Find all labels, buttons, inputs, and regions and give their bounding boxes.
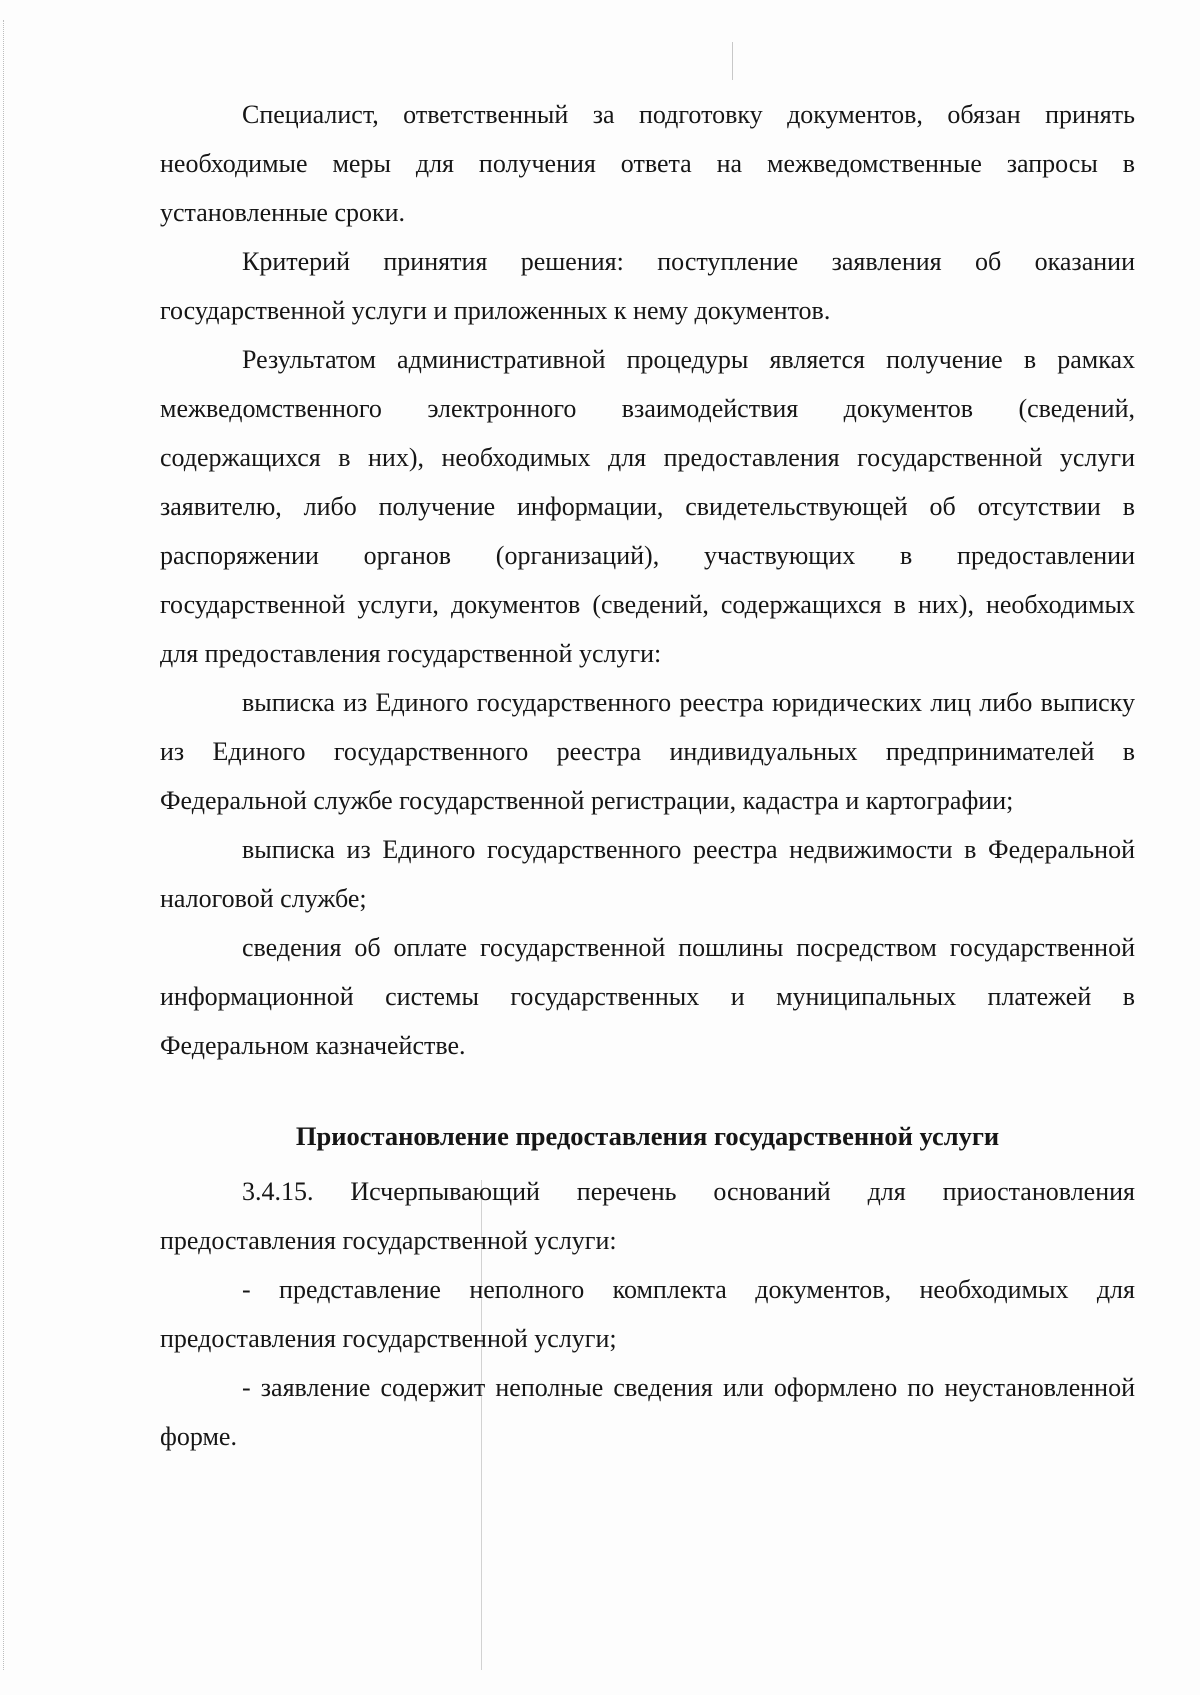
paragraph-result: Результатом административной процедуры является получение в рамках межведомственного электронного взаимодействия документов (сведений, содержащихся в них), необходимых для предоставления государственной услуги заявителю, либо получение информации, свидетельствующей об отсутствии в распоряжении органов (организаций), участвующих в предоставлении государственной услуги, документов (сведений, содержащихся в них), необходимых для предоставления государственной услуги: (160, 345, 1135, 668)
scan-artifact-line (732, 42, 733, 80)
document-body (160, 90, 1135, 1461)
paragraph-specialist: Специалист, ответственный за подготовку документов, обязан принять необходимые меры для получения ответа на межведомственные запросы в установленные сроки. (160, 100, 1135, 227)
section-heading: Приостановление предоставления государственной услуги (295, 1121, 1000, 1151)
paragraph-fee-info: сведения об оплате государственной пошлины посредством государственной информационной системы государственных и муниципальных платежей в Федеральном казначействе. (160, 933, 1135, 1060)
paragraph-egrn-extract: выписка из Единого государственного реестра недвижимости в Федеральной налоговой службе; (160, 835, 1135, 913)
paragraph-criterion: Критерий принятия решения: поступление заявления об оказании государственной услуги и приложенных к нему документов. (160, 247, 1135, 325)
paragraph-incomplete-application: - заявление содержит неполные сведения или оформлено по неустановленной форме. (160, 1373, 1135, 1451)
paragraph-suspension-grounds: 3.4.15. Исчерпывающий перечень оснований для приостановления предоставления государственной услуги: (160, 1177, 1135, 1255)
paragraph-incomplete-set: - представление неполного комплекта документов, необходимых для предоставления государственной услуги; (160, 1275, 1135, 1353)
scan-artifact-dots (3, 20, 4, 1670)
paragraph-egrul-extract: выписка из Единого государственного реестра юридических лиц либо выписку из Единого государственного реестра индивидуальных предпринимателей в Федеральной службе государственной регистрации, кадастра и картографии; (160, 688, 1135, 815)
